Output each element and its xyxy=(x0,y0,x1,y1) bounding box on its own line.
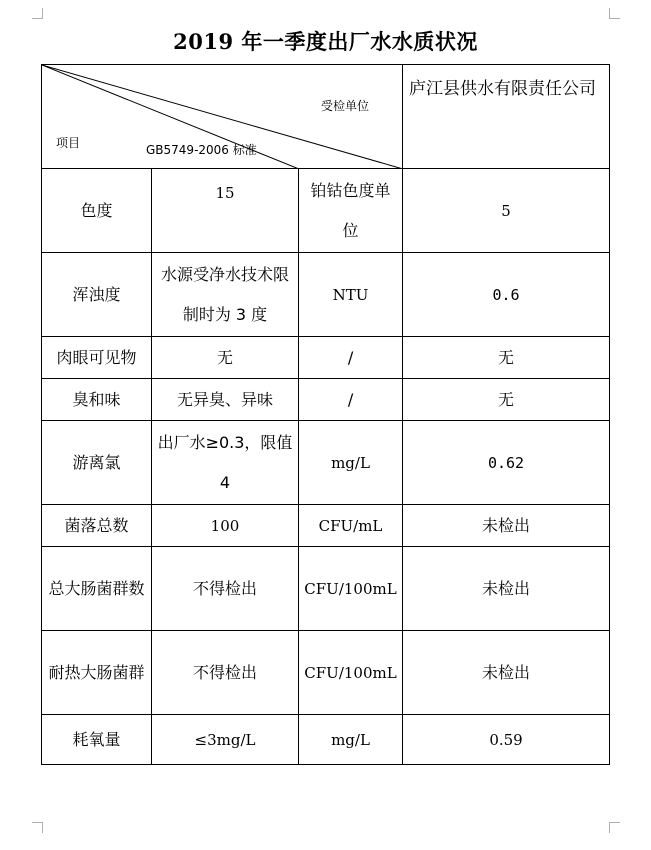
table-row xyxy=(42,421,610,505)
standard-cell: 100 xyxy=(152,505,299,547)
unit-cell: NTU xyxy=(299,253,403,337)
standard-cell: 出厂水≥0.3，限值 4 xyxy=(152,421,299,505)
result-cell: 0.59 xyxy=(403,715,610,765)
table-row xyxy=(42,253,610,337)
result-cell: 未检出 xyxy=(403,547,610,631)
result-cell: 未检出 xyxy=(403,505,610,547)
table-row xyxy=(42,715,610,765)
page-corner-mark-top-left xyxy=(32,8,43,19)
result-cell: 5 xyxy=(403,169,610,253)
result-cell: 无 xyxy=(403,337,610,379)
page-corner-mark-bottom-left xyxy=(32,822,43,833)
result-cell: 0.62 xyxy=(403,421,610,505)
table-row xyxy=(42,631,610,715)
table-row xyxy=(42,169,610,253)
item-cell: 肉眼可见物 xyxy=(42,337,152,379)
standard-cell: 15 xyxy=(152,169,299,253)
item-cell: 耗氧量 xyxy=(42,715,152,765)
header-company-cell: 庐江县供水有限责任公司 xyxy=(403,65,610,169)
page-corner-mark-bottom-right xyxy=(609,822,620,833)
standard-cell: 水源受净水技术限制时为 3 度 xyxy=(152,253,299,337)
standard-cell: 不得检出 xyxy=(152,547,299,631)
unit-cell: CFU/100mL xyxy=(299,631,403,715)
diagonal-header-cell xyxy=(42,65,403,169)
item-cell: 菌落总数 xyxy=(42,505,152,547)
result-cell: 未检出 xyxy=(403,631,610,715)
unit-cell: mg/L xyxy=(299,421,403,505)
unit-cell: 铂钴色度单位 xyxy=(299,169,403,253)
standard-cell: 无 xyxy=(152,337,299,379)
header-row xyxy=(42,65,610,169)
item-cell: 游离氯 xyxy=(42,421,152,505)
unit-cell: / xyxy=(299,379,403,421)
water-quality-table xyxy=(41,64,610,765)
header-item-label: 项目 xyxy=(56,136,81,150)
standard-cell: ≤3mg/L xyxy=(152,715,299,765)
unit-cell: / xyxy=(299,337,403,379)
unit-cell: CFU/100mL xyxy=(299,547,403,631)
item-cell: 总大肠菌群数 xyxy=(42,547,152,631)
table-row xyxy=(42,505,610,547)
page-corner-mark-top-right xyxy=(609,8,620,19)
result-cell: 无 xyxy=(403,379,610,421)
item-cell: 臭和味 xyxy=(42,379,152,421)
standard-cell: 无异臭、异味 xyxy=(152,379,299,421)
item-cell: 浑浊度 xyxy=(42,253,152,337)
result-cell: 0.6 xyxy=(403,253,610,337)
item-cell: 色度 xyxy=(42,169,152,253)
table-row xyxy=(42,379,610,421)
header-unit-label: 受检单位 xyxy=(321,99,370,113)
table-row xyxy=(42,547,610,631)
header-standard-label: GB5749-2006 标准 xyxy=(146,143,257,157)
unit-cell: CFU/mL xyxy=(299,505,403,547)
table-row xyxy=(42,337,610,379)
standard-cell: 不得检出 xyxy=(152,631,299,715)
unit-cell: mg/L xyxy=(299,715,403,765)
item-cell: 耐热大肠菌群 xyxy=(42,631,152,715)
document-title: 2019 年一季度出厂水水质状况 xyxy=(173,29,478,54)
